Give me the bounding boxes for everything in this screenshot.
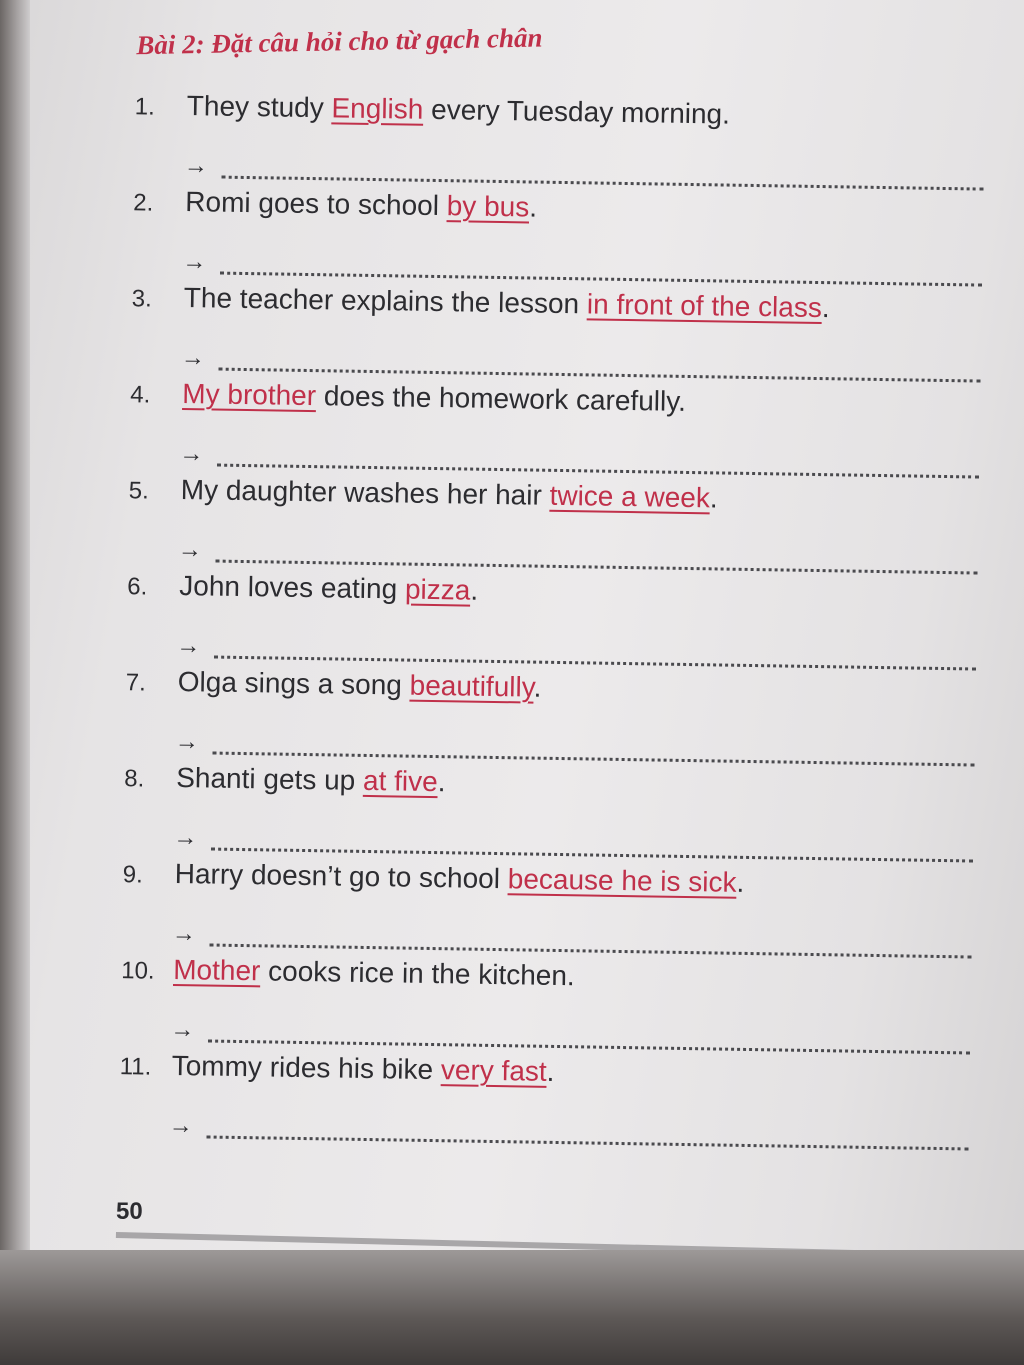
sentence-text-before: Tommy rides his bike xyxy=(171,1049,442,1086)
answer-line[interactable] xyxy=(175,718,975,767)
answer-line[interactable] xyxy=(169,1102,969,1151)
exercise-heading: Bài 2: Đặt câu hỏi cho từ gạch chân xyxy=(135,22,543,61)
arrow-right-icon: → xyxy=(168,1111,194,1140)
sentence-text-after: . xyxy=(546,1055,555,1087)
underlined-phrase: pizza xyxy=(404,573,471,606)
answer-line[interactable] xyxy=(178,526,978,575)
arrow-right-icon: → xyxy=(182,248,207,276)
sentence-text-before: My daughter washes her hair xyxy=(180,474,550,511)
underlined-phrase: in front of the class xyxy=(586,288,823,324)
sentence-text-after: . xyxy=(437,766,446,798)
answer-line[interactable] xyxy=(184,142,984,191)
arrow-right-icon: → xyxy=(180,343,206,372)
underlined-phrase: twice a week xyxy=(549,479,711,514)
question-sentence xyxy=(133,185,537,223)
answer-line[interactable] xyxy=(170,1006,970,1055)
underlined-phrase: because he is sick xyxy=(507,863,737,898)
underlined-phrase: at five xyxy=(362,764,438,798)
dotted-answer-blank[interactable] xyxy=(217,444,979,479)
question-sentence xyxy=(126,665,542,704)
question-sentence xyxy=(121,953,575,992)
sentence-text-before: Romi goes to school xyxy=(185,186,447,222)
question-item xyxy=(109,665,1010,775)
question-item xyxy=(102,1049,1003,1159)
sentence-text-before: Harry doesn’t go to school xyxy=(174,857,509,895)
sentence-text-after: . xyxy=(709,482,718,514)
dotted-answer-blank[interactable] xyxy=(220,252,982,287)
underlined-phrase: by bus xyxy=(446,190,530,223)
question-number: 10. xyxy=(121,957,155,985)
sentence-text-before: Shanti gets up xyxy=(176,761,364,796)
sentence-text-before: Olga sings a song xyxy=(177,665,410,701)
dotted-answer-blank[interactable] xyxy=(214,636,976,671)
question-sentence xyxy=(119,1049,554,1088)
dotted-answer-blank[interactable] xyxy=(213,732,975,767)
underlined-phrase: Mother xyxy=(173,953,261,987)
exercise-content xyxy=(102,22,1019,1159)
arrow-right-icon: → xyxy=(173,823,198,852)
sentence-text-after: . xyxy=(533,671,542,703)
arrow-right-icon: → xyxy=(179,439,204,468)
underlined-phrase: very fast xyxy=(440,1054,547,1087)
question-item xyxy=(106,857,1007,967)
question-item xyxy=(116,185,1017,295)
question-number: 8. xyxy=(124,765,145,793)
arrow-right-icon: → xyxy=(183,152,209,180)
underlined-phrase: My brother xyxy=(182,378,317,412)
answer-line[interactable] xyxy=(176,622,976,671)
underlined-phrase: English xyxy=(331,92,424,125)
question-item xyxy=(115,281,1016,391)
dotted-answer-blank[interactable] xyxy=(211,828,973,863)
arrow-right-icon: → xyxy=(177,535,203,564)
arrow-right-icon: → xyxy=(170,1015,195,1044)
sentence-text-after: every Tuesday morning. xyxy=(423,93,731,130)
arrow-right-icon: → xyxy=(176,631,201,660)
sentence-text-before: John loves eating xyxy=(179,570,406,605)
page-spine xyxy=(0,0,30,1300)
question-number: 2. xyxy=(133,189,154,217)
question-item xyxy=(110,569,1011,679)
dotted-answer-blank[interactable] xyxy=(207,1115,969,1150)
sentence-text-after: cooks rice in the kitchen. xyxy=(260,955,575,992)
question-item xyxy=(112,473,1013,583)
dotted-answer-blank[interactable] xyxy=(210,924,972,959)
sentence-text-after: . xyxy=(470,574,479,606)
answer-line[interactable] xyxy=(173,814,973,863)
question-sentence xyxy=(127,569,478,607)
sentence-text-after: does the homework carefully. xyxy=(315,380,687,417)
question-sentence xyxy=(124,761,446,798)
question-item xyxy=(118,89,1019,199)
answer-line[interactable] xyxy=(179,430,979,479)
answer-line[interactable] xyxy=(182,238,982,287)
page-shadow xyxy=(0,1250,1024,1365)
question-number: 11. xyxy=(119,1053,152,1081)
sentence-text-after: . xyxy=(528,191,538,223)
question-number: 6. xyxy=(127,573,148,601)
question-item xyxy=(104,953,1005,1063)
question-number: 3. xyxy=(131,285,153,313)
sentence-text-before: The teacher explains the lesson xyxy=(183,282,588,320)
sentence-text-after: . xyxy=(736,866,745,898)
question-number: 7. xyxy=(125,669,146,697)
question-sentence xyxy=(135,89,731,130)
dotted-answer-blank[interactable] xyxy=(216,540,978,575)
dotted-answer-blank[interactable] xyxy=(219,348,981,383)
dotted-answer-blank[interactable] xyxy=(222,156,984,191)
question-item xyxy=(107,761,1008,871)
question-number: 5. xyxy=(128,477,149,505)
answer-line[interactable] xyxy=(172,910,972,959)
question-number: 9. xyxy=(122,861,143,889)
arrow-right-icon: → xyxy=(174,727,200,756)
question-number: 1. xyxy=(134,93,156,121)
sentence-text-before: They study xyxy=(186,90,332,124)
sentence-text-after: . xyxy=(821,292,830,324)
underlined-phrase: beautifully xyxy=(409,669,534,703)
question-list xyxy=(102,89,1018,1159)
page-number: 50 xyxy=(116,1198,143,1225)
dotted-answer-blank[interactable] xyxy=(208,1020,970,1055)
question-item xyxy=(113,377,1014,487)
arrow-right-icon: → xyxy=(171,919,197,948)
answer-line[interactable] xyxy=(181,334,981,383)
question-number: 4. xyxy=(130,381,151,409)
